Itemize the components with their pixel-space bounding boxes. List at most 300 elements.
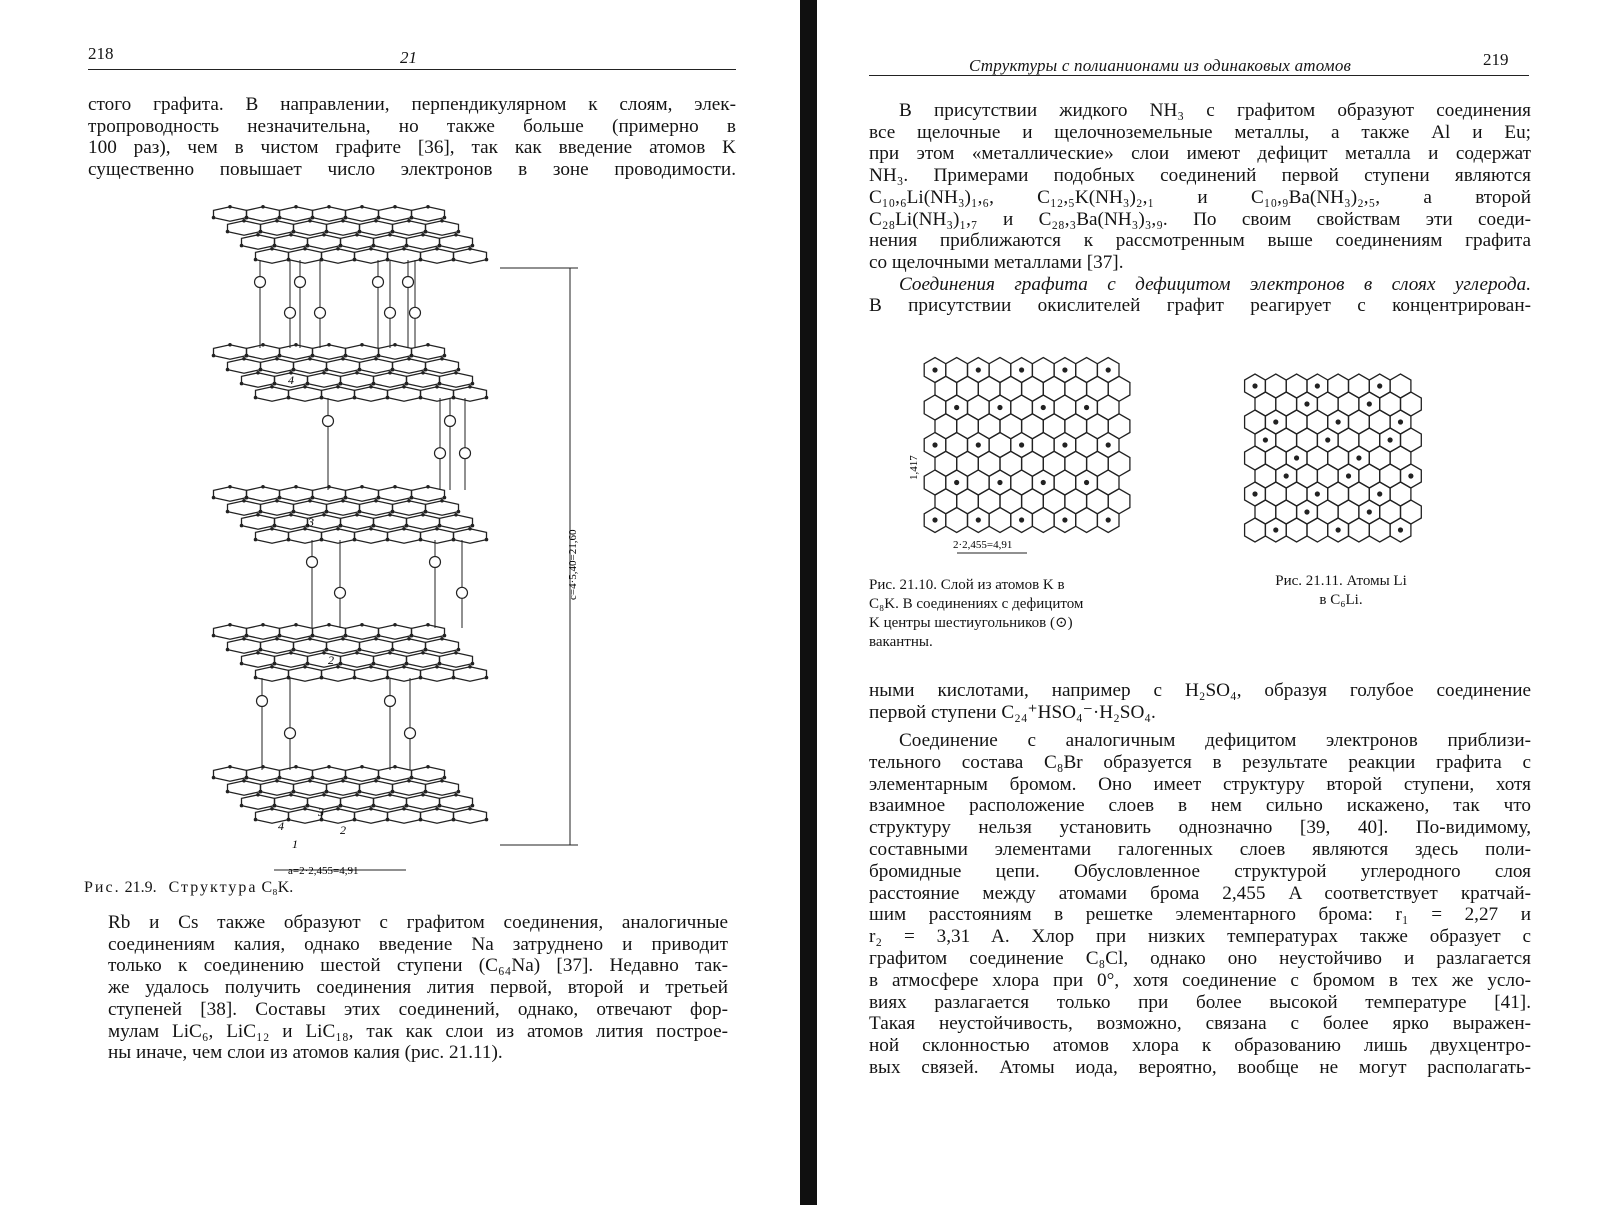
carbon-hexagon [379, 487, 412, 501]
carbon-atom [256, 371, 260, 375]
carbon-atom [419, 818, 423, 822]
lithium-atom [1336, 527, 1341, 532]
carbon-atom [226, 510, 230, 514]
carbon-atom [393, 485, 397, 489]
text-line: стого графита. В направлении, перпендикулярном к слоям, элек- [88, 94, 736, 115]
carbon-atom [325, 368, 329, 372]
carbon-hexagon [247, 767, 280, 781]
carbon-atom [273, 662, 277, 666]
carbon-atom [259, 230, 263, 234]
carbon-atom [457, 648, 461, 652]
carbon-atom [341, 779, 345, 783]
lithium-atom [1367, 401, 1372, 406]
carbon-hexagon [374, 795, 407, 809]
potassium-atom [457, 587, 468, 598]
carbon-atom [426, 205, 430, 209]
carbon-atom [386, 818, 390, 822]
right-paragraph-1 [869, 100, 1531, 317]
carbon-atom [303, 665, 307, 669]
carbon-hexagon [421, 249, 454, 263]
carbon-atom [292, 368, 296, 372]
carbon-atom [228, 485, 232, 489]
carbon-atom [254, 538, 258, 542]
c-dimension-label: c=4·5,40=21,60 [567, 529, 579, 600]
carbon-atom [358, 510, 362, 514]
carbon-atom [386, 396, 390, 400]
carbon-hexagon [407, 373, 440, 387]
carbon-hexagon [294, 359, 327, 373]
carbon-atom [471, 662, 475, 666]
carbon-hexagon [294, 501, 327, 515]
carbon-hexagon [327, 501, 360, 515]
text-line: соединениям калия, однако введение Na затруднено и приводит [108, 933, 728, 955]
layer-number-label: 4 [288, 373, 294, 387]
carbon-atom [303, 807, 307, 811]
potassium-atom [1041, 480, 1046, 485]
text-line: элементарным бромом. Оно имеет структуру второй ступени, хотя [869, 773, 1531, 795]
carbon-atom [341, 637, 345, 641]
carbon-atom [242, 637, 246, 641]
carbon-hexagon [355, 809, 388, 823]
carbon-atom [327, 205, 331, 209]
carbon-atom [457, 368, 461, 372]
carbon-hexagon [280, 767, 313, 781]
bottom-layer-label: 2 [340, 823, 346, 837]
carbon-atom [344, 354, 348, 358]
carbon-atom [287, 818, 291, 822]
text-line: структуру нельзя установить однозначно [39, 40]. По-видимому, [869, 817, 1531, 839]
carbon-atom [391, 648, 395, 652]
carbon-atom [270, 665, 274, 669]
carbon-hexagon [360, 501, 393, 515]
carbon-hexagon [214, 625, 247, 639]
caption-line: Рис. 21.11. Атомы Li [1275, 573, 1407, 589]
caption-line: K центры шестиугольников (⊙) [869, 615, 1073, 631]
carbon-hexagon [407, 795, 440, 809]
carbon-atom [372, 524, 376, 528]
carbon-hexagon [294, 639, 327, 653]
carbon-atom [303, 247, 307, 251]
carbon-hexagon [393, 501, 426, 515]
carbon-atom [485, 396, 489, 400]
carbon-atom [306, 382, 310, 386]
potassium-atom [1062, 367, 1067, 372]
carbon-atom [320, 538, 324, 542]
carbon-atom [273, 382, 277, 386]
carbon-atom [336, 665, 340, 669]
carbon-atom [435, 527, 439, 531]
carbon-atom [289, 793, 293, 797]
carbon-atom [212, 354, 216, 358]
carbon-hexagon [280, 625, 313, 639]
carbon-atom [306, 662, 310, 666]
lithium-atom [1367, 509, 1372, 514]
potassium-atom [954, 405, 959, 410]
carbon-atom [360, 485, 364, 489]
carbon-atom [424, 648, 428, 652]
carbon-hexagon [289, 249, 322, 263]
carbon-atom [443, 776, 447, 780]
carbon-hexagon [374, 653, 407, 667]
potassium-atom [435, 448, 446, 459]
carbon-atom [471, 382, 475, 386]
carbon-atom [443, 634, 447, 638]
carbon-atom [377, 634, 381, 638]
potassium-atom [954, 480, 959, 485]
carbon-atom [270, 527, 274, 531]
potassium-atom [1106, 517, 1111, 522]
carbon-hexagon [360, 359, 393, 373]
carbon-atom [355, 371, 359, 375]
carbon-hexagon [322, 387, 355, 401]
carbon-hexagon [308, 653, 341, 667]
lithium-atom [1398, 419, 1403, 424]
carbon-hexagon [327, 359, 360, 373]
text-line: все щелочные и щелочноземельные металлы, а также Al и Eu; [869, 121, 1531, 143]
carbon-atom [270, 807, 274, 811]
figure-21-9-layered-structure [200, 190, 620, 890]
carbon-atom [254, 818, 258, 822]
carbon-atom [485, 538, 489, 542]
carbon-hexagon [407, 653, 440, 667]
carbon-hexagon [1245, 518, 1266, 542]
carbon-atom [289, 233, 293, 237]
carbon-atom [391, 790, 395, 794]
graphite-layer [212, 343, 489, 401]
carbon-atom [355, 233, 359, 237]
carbon-atom [369, 807, 373, 811]
carbon-atom [278, 216, 282, 220]
graphite-layer [212, 485, 489, 543]
carbon-atom [259, 368, 263, 372]
carbon-atom [369, 527, 373, 531]
lithium-atom [1252, 491, 1257, 496]
carbon-atom [322, 793, 326, 797]
carbon-hexagon [393, 639, 426, 653]
carbon-atom [245, 354, 249, 358]
carbon-hexagon [261, 501, 294, 515]
carbon-atom [228, 623, 232, 627]
dimension-horizontal-label: 2·2,455=4,91 [953, 539, 1013, 551]
carbon-atom [421, 371, 425, 375]
potassium-atom [285, 307, 296, 318]
carbon-hexagon [327, 639, 360, 653]
carbon-atom [369, 665, 373, 669]
header-rule-left [88, 69, 736, 70]
section-heading: Соединения графита с дефицитом электронов в слоях углерода. [899, 273, 1531, 295]
carbon-atom [245, 216, 249, 220]
carbon-hexagon [388, 529, 421, 543]
carbon-atom [240, 382, 244, 386]
carbon-hexagon [426, 221, 459, 235]
carbon-atom [405, 244, 409, 248]
carbon-hexagon [421, 529, 454, 543]
carbon-atom [438, 804, 442, 808]
potassium-atom [403, 277, 414, 288]
carbon-hexagon [275, 515, 308, 529]
carbon-atom [292, 790, 296, 794]
carbon-atom [386, 676, 390, 680]
carbon-atom [419, 538, 423, 542]
carbon-hexagon [289, 809, 322, 823]
lithium-atom [1273, 527, 1278, 532]
potassium-atom [976, 367, 981, 372]
carbon-hexagon [341, 795, 374, 809]
carbon-atom [245, 496, 249, 500]
carbon-atom [424, 510, 428, 514]
carbon-atom [377, 354, 381, 358]
carbon-atom [245, 634, 249, 638]
carbon-hexagon [214, 345, 247, 359]
carbon-atom [438, 524, 442, 528]
carbon-hexagon [242, 653, 275, 667]
carbon-hexagon [322, 809, 355, 823]
caption-number: 21.9. [124, 879, 157, 896]
lithium-atom [1325, 437, 1330, 442]
carbon-hexagon [360, 781, 393, 795]
carbon-atom [438, 244, 442, 248]
lithium-atom [1273, 419, 1278, 424]
carbon-atom [485, 676, 489, 680]
potassium-atom [445, 416, 456, 427]
text-line: нения приближаются к рассмотренным выше соединениям графита [869, 230, 1531, 252]
carbon-hexagon [289, 529, 322, 543]
carbon-atom [468, 665, 472, 669]
carbon-atom [226, 230, 230, 234]
carbon-hexagon [247, 487, 280, 501]
carbon-hexagon [247, 625, 280, 639]
carbon-atom [372, 804, 376, 808]
carbon-atom [292, 510, 296, 514]
carbon-atom [360, 205, 364, 209]
carbon-hexagon [261, 221, 294, 235]
carbon-atom [374, 499, 378, 503]
carbon-hexagon [412, 625, 445, 639]
lithium-atom [1304, 509, 1309, 514]
carbon-atom [386, 538, 390, 542]
carbon-hexagon [322, 249, 355, 263]
carbon-hexagon [360, 639, 393, 653]
carbon-atom [435, 807, 439, 811]
carbon-hexagon [440, 515, 473, 529]
carbon-atom [242, 499, 246, 503]
carbon-atom [443, 496, 447, 500]
carbon-hexagon [374, 235, 407, 249]
carbon-atom [452, 258, 456, 262]
text-line: тропроводность незначительна, но также больше (примерно в [88, 115, 736, 137]
carbon-atom [440, 219, 444, 223]
carbon-hexagon [289, 667, 322, 681]
carbon-atom [212, 496, 216, 500]
figure-21-10-caption [869, 576, 1169, 652]
carbon-atom [419, 396, 423, 400]
carbon-atom [308, 357, 312, 361]
carbon-atom [339, 524, 343, 528]
carbon-hexagon [407, 515, 440, 529]
carbon-atom [426, 485, 430, 489]
carbon-atom [322, 651, 326, 655]
carbon-hexagon [256, 529, 289, 543]
text-line: же удалось получить соединения лития первой, второй и третьей [108, 977, 728, 999]
carbon-atom [306, 244, 310, 248]
carbon-atom [344, 216, 348, 220]
lithium-atom [1346, 473, 1351, 478]
carbon-hexagon [989, 508, 1011, 533]
carbon-hexagon [454, 809, 487, 823]
carbon-hexagon [280, 345, 313, 359]
carbon-atom [287, 396, 291, 400]
carbon-hexagon [412, 345, 445, 359]
carbon-hexagon [421, 387, 454, 401]
carbon-hexagon [1076, 508, 1098, 533]
carbon-atom [292, 648, 296, 652]
carbon-atom [240, 662, 244, 666]
carbon-hexagon [440, 235, 473, 249]
carbon-hexagon [228, 781, 261, 795]
carbon-atom [471, 804, 475, 808]
carbon-atom [273, 804, 277, 808]
carbon-atom [388, 651, 392, 655]
carbon-atom [306, 804, 310, 808]
carbon-hexagon [421, 809, 454, 823]
carbon-atom [410, 634, 414, 638]
carbon-hexagon [214, 207, 247, 221]
carbon-atom [254, 676, 258, 680]
lithium-atom [1398, 527, 1403, 532]
carbon-atom [360, 623, 364, 627]
carbon-atom [353, 676, 357, 680]
potassium-atom [1106, 442, 1111, 447]
carbon-hexagon [426, 359, 459, 373]
carbon-hexagon [327, 221, 360, 235]
carbon-atom [457, 790, 461, 794]
carbon-atom [407, 357, 411, 361]
carbon-hexagon [346, 767, 379, 781]
carbon-atom [402, 247, 406, 251]
potassium-atom [460, 448, 471, 459]
carbon-atom [391, 510, 395, 514]
carbon-hexagon [379, 625, 412, 639]
carbon-atom [372, 382, 376, 386]
carbon-atom [468, 247, 472, 251]
carbon-atom [369, 247, 373, 251]
text-line: ны иначе, чем слои из атомов калия (рис. 21.11). [108, 1042, 503, 1064]
carbon-atom [325, 790, 329, 794]
text-line: шим расстояниям в решетке элементарного брома: r₁ = 2,27 и [869, 904, 1531, 926]
text-line: Соединение с аналогичным дефицитом электронов приблизи- [899, 730, 1531, 751]
carbon-atom [294, 343, 298, 347]
running-title: Структуры с полианионами из одинаковых атомов [969, 56, 1352, 75]
carbon-atom [327, 765, 331, 769]
carbon-atom [320, 676, 324, 680]
lithium-atom [1294, 455, 1299, 460]
carbon-hexagon [346, 207, 379, 221]
text-line: тельного состава C₈Br образуется в результате реакции графита с [869, 751, 1531, 773]
carbon-atom [452, 818, 456, 822]
header-rule-right [869, 75, 1529, 76]
carbon-atom [311, 496, 315, 500]
carbon-atom [311, 354, 315, 358]
carbon-atom [438, 662, 442, 666]
caption-line: вакантны. [869, 634, 933, 650]
carbon-atom [374, 219, 378, 223]
carbon-hexagon [313, 625, 346, 639]
potassium-atom [430, 557, 441, 568]
lithium-atom [1304, 401, 1309, 406]
carbon-hexagon [308, 373, 341, 387]
caption-formula: C₈K. [261, 879, 294, 896]
carbon-atom [485, 818, 489, 822]
potassium-atom [385, 307, 396, 318]
carbon-atom [261, 485, 265, 489]
lithium-atom [1315, 383, 1320, 388]
carbon-atom [471, 524, 475, 528]
carbon-atom [322, 513, 326, 517]
carbon-atom [344, 776, 348, 780]
a-dimension-label: a=2·2,455=4,91 [288, 865, 359, 877]
carbon-hexagon [374, 515, 407, 529]
carbon-atom [327, 343, 331, 347]
potassium-atom [976, 442, 981, 447]
carbon-atom [377, 496, 381, 500]
text-line: расстояние между атомами брома 2,455 A соответствует кратчай- [869, 882, 1531, 904]
carbon-atom [377, 776, 381, 780]
carbon-atom [419, 258, 423, 262]
carbon-atom [440, 357, 444, 361]
carbon-hexagon [946, 508, 968, 533]
carbon-atom [261, 343, 265, 347]
carbon-atom [278, 496, 282, 500]
right-paragraph-3 [869, 680, 1531, 723]
carbon-atom [355, 513, 359, 517]
carbon-hexagon [426, 639, 459, 653]
text-line: C₂₈Li(NH₃)₁,₇ и C₂₈,₃Ba(NH₃)₃,₉. По своим свойствам эти соеди- [869, 208, 1531, 230]
carbon-hexagon [275, 235, 308, 249]
carbon-atom [341, 357, 345, 361]
carbon-hexagon [355, 529, 388, 543]
carbon-atom [402, 527, 406, 531]
text-line: составными элементами галогенных слоев являются здесь поли- [869, 838, 1531, 860]
carbon-atom [388, 371, 392, 375]
carbon-atom [410, 776, 414, 780]
carbon-atom [358, 648, 362, 652]
carbon-atom [336, 385, 340, 389]
carbon-atom [421, 513, 425, 517]
carbon-atom [468, 527, 472, 531]
carbon-hexagon [242, 795, 275, 809]
lithium-atom [1336, 419, 1341, 424]
carbon-atom [242, 219, 246, 223]
carbon-hexagon [440, 653, 473, 667]
carbon-atom [336, 247, 340, 251]
carbon-hexagon [294, 221, 327, 235]
carbon-atom [440, 779, 444, 783]
carbon-hexagon [421, 667, 454, 681]
caption-line: C₈K. В соединениях с дефицитом [869, 596, 1084, 612]
carbon-hexagon [412, 207, 445, 221]
carbon-hexagon [313, 207, 346, 221]
carbon-hexagon [322, 667, 355, 681]
carbon-atom [289, 651, 293, 655]
carbon-hexagon [388, 809, 421, 823]
potassium-atom [385, 696, 396, 707]
carbon-atom [393, 765, 397, 769]
carbon-atom [424, 230, 428, 234]
carbon-hexagon [454, 249, 487, 263]
text-line: r₂ = 3,31 A. Хлор при низких температурах также образует с [869, 926, 1531, 948]
text-line: Rb и Cs также образуют с графитом соединения, аналогичные [108, 912, 728, 933]
carbon-hexagon [228, 639, 261, 653]
